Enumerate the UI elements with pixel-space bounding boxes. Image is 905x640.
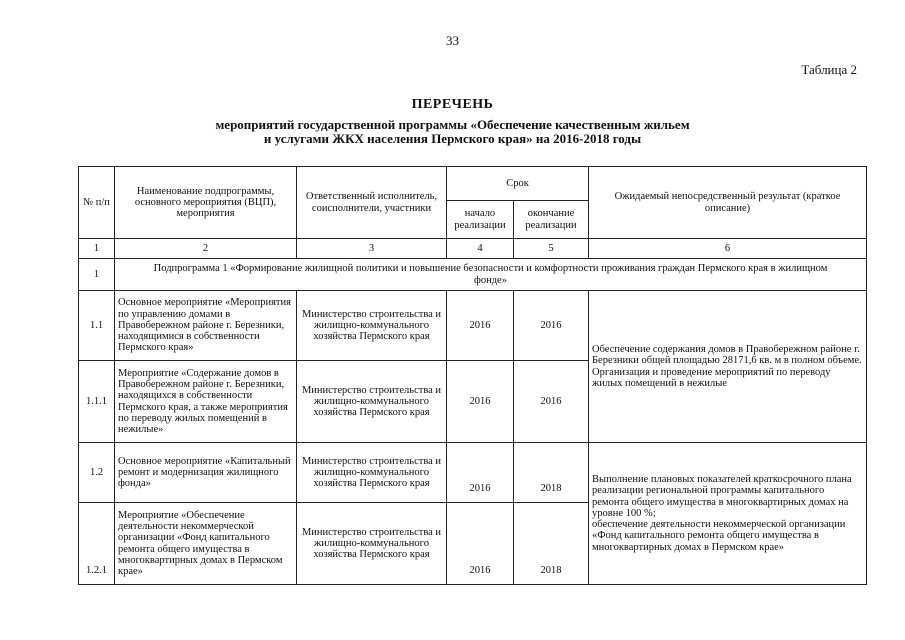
document-title: ПЕРЕЧЕНЬ [411,97,494,112]
header-result: Ожидаемый непосредственный результат (краткое описание) [589,167,867,239]
column-number: 2 [115,239,297,259]
result-group-2 [589,443,867,585]
row-name: Основное мероприятие «Мероприятия по управлению домами в Правобережном районе г. Березники, находящимися в собственности Пермского края» [115,291,297,361]
header-num: № п/п [79,167,115,239]
row-end: 2018 [514,443,589,503]
row-num: 1.2 [79,443,115,503]
result-text: Организация и проведение мероприятий по переводу жилых помещений в нежилые [592,366,831,389]
row-executor: Министерство строительства и жилищно-коммунального хозяйства Пермского края [297,443,447,503]
row-num: 1.2.1 [79,503,115,585]
row-name: Основное мероприятие «Капитальный ремонт и модернизация жилищного фонда» [115,443,297,503]
subprogram-row [79,259,867,291]
row-num: 1.1.1 [79,361,115,443]
header-end: окончание реализации [514,201,589,239]
table-label: Таблица 2 [801,62,857,77]
result-text: Выполнение плановых показателей краткосрочного плана реализации региональной программы капитального ремонта общего имущества в многоквартирных домах на уровне 100 %; [592,474,852,519]
row-start: 2016 [447,291,514,361]
row-end: 2016 [514,291,589,361]
column-number: 6 [589,239,867,259]
document-subtitle [0,118,905,146]
row-start: 2016 [447,503,514,585]
row-end: 2018 [514,503,589,585]
subtitle-line-2: и услугами ЖКХ населения Пермского края» на 2016-2018 годы [263,131,642,146]
row-start: 2016 [447,361,514,443]
header-start: начало реализации [447,201,514,239]
column-number: 5 [514,239,589,259]
page-number: 33 [446,33,459,48]
header-term: Срок [447,167,589,201]
header-name: Наименование подпрограммы, основного мероприятия (ВЦП), мероприятия [115,167,297,239]
row-num: 1.1 [79,291,115,361]
table-row [79,443,867,503]
row-end: 2016 [514,361,589,443]
subtitle-line-1: мероприятий государственной программы «Обеспечение качественным жильем [215,117,690,132]
row-executor: Министерство строительства и жилищно-коммунального хозяйства Пермского края [297,291,447,361]
result-text: обеспечение деятельности некоммерческой организации «Фонд капитального ремонта общего имущества в многоквартирных домах в Пермском крае» [592,519,846,553]
table-row [79,291,867,361]
row-executor: Министерство строительства и жилищно-коммунального хозяйства Пермского края [297,503,447,585]
subprogram-title: Подпрограмма 1 «Формирование жилищной политики и повышение безопасности и комфортности проживания граждан Пермского края в жилищном фонде» [115,259,867,291]
measures-table [78,166,867,585]
row-executor: Министерство строительства и жилищно-коммунального хозяйства Пермского края [297,361,447,443]
row-start: 2016 [447,443,514,503]
header-executor: Ответственный исполнитель, соисполнители, участники [297,167,447,239]
result-text: Обеспечение содержания домов в Правобережном районе г. Березники общей площадью 28171,6 кв. м в полном объеме. [592,344,862,367]
row-name: Мероприятие «Содержание домов в Правобережном районе г. Березники, находящихся в собственности Пермского края, а также мероприятия по переводу жилых помещений в нежилые» [115,361,297,443]
column-number: 3 [297,239,447,259]
column-numbers-row [79,239,867,259]
row-name: Мероприятие «Обеспечение деятельности некоммерческой организации «Фонд капитального ремонта общего имущества в многоквартирных домах в Пермском крае» [115,503,297,585]
result-group-1 [589,291,867,443]
header-row-1 [79,167,867,201]
column-number: 1 [79,239,115,259]
column-number: 4 [447,239,514,259]
subprogram-num: 1 [79,259,115,291]
